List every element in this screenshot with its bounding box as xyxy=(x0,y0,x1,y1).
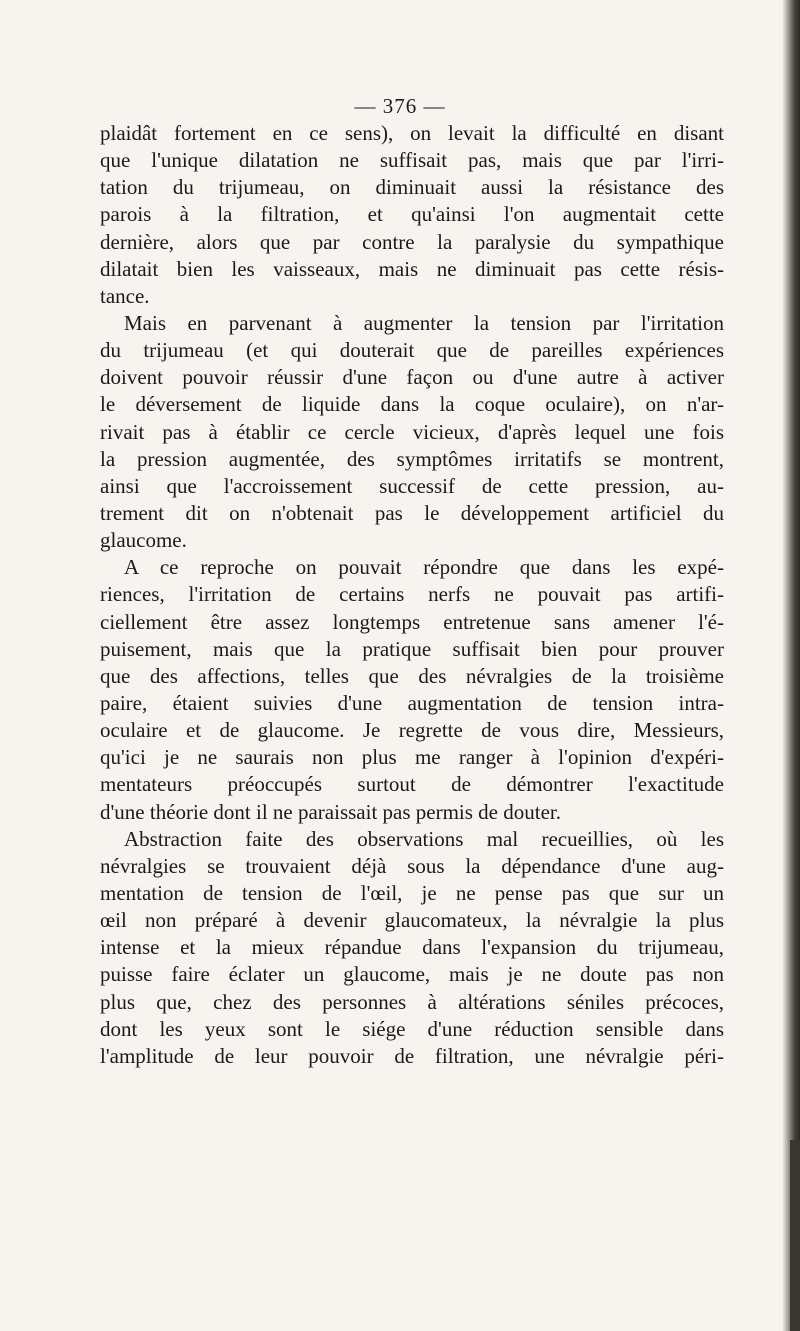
text-line: intense et la mieux répandue dans l'expansion du trijumeau, xyxy=(100,935,724,960)
text-line: qu'ici je ne saurais non plus me ranger à l'opinion d'expéri- xyxy=(100,745,724,770)
text-line: tation du trijumeau, on diminuait aussi la résistance des xyxy=(100,175,724,200)
text-line: dont les yeux sont le siége d'une réduction sensible dans xyxy=(100,1016,724,1041)
text-line: du trijumeau (et qui douterait que de pareilles expériences xyxy=(100,338,724,363)
text-line: Abstraction faite des observations mal recueillies, où les xyxy=(124,826,724,851)
text-line: d'une théorie dont il ne paraissait pas permis de douter. xyxy=(100,799,561,824)
text-line: mentation de tension de l'œil, je ne pense pas que sur un xyxy=(100,880,724,905)
text-line: puisse faire éclater un glaucome, mais je ne doute pas non xyxy=(100,962,724,987)
text-line: l'amplitude de leur pouvoir de filtration, une névralgie péri- xyxy=(100,1043,724,1068)
text-line: que l'unique dilatation ne suffisait pas, mais que par l'irri- xyxy=(100,148,724,173)
text-line: A ce reproche on pouvait répondre que dans les expé- xyxy=(124,555,724,580)
text-line: plaidât fortement en ce sens), on levait la difficulté en disant xyxy=(100,121,724,145)
text-line: doivent pouvoir réussir d'une façon ou d'une autre à activer xyxy=(100,365,724,390)
page-number: — 376 — xyxy=(354,94,446,118)
text-line: le déversement de liquide dans la coque oculaire), on n'ar- xyxy=(100,392,724,417)
text-line: que des affections, telles que des névralgies de la troisième xyxy=(100,663,724,688)
text-line: riences, l'irritation de certains nerfs ne pouvait pas artifi- xyxy=(100,582,724,607)
text-line: mentateurs préoccupés surtout de démontrer l'exactitude xyxy=(100,772,724,797)
text-line: oculaire et de glaucome. Je regrette de vous dire, Messieurs, xyxy=(100,718,724,743)
text-line: parois à la filtration, et qu'ainsi l'on augmentait cette xyxy=(100,202,724,227)
text-line: névralgies se trouvaient déjà sous la dépendance d'une aug- xyxy=(100,853,724,878)
text-line: tance. xyxy=(100,283,150,308)
text-line: Mais en parvenant à augmenter la tension par l'irritation xyxy=(124,310,724,335)
text-line: paire, étaient suivies d'une augmentation de tension intra- xyxy=(100,690,724,715)
text-line: œil non préparé à devenir glaucomateux, la névralgie la plus xyxy=(100,908,724,933)
text-line: puisement, mais que la pratique suffisait bien pour prouver xyxy=(100,636,724,661)
text-line: dernière, alors que par contre la paralysie du sympathique xyxy=(100,229,724,254)
body-text xyxy=(100,120,724,1070)
text-line: rivait pas à établir ce cercle vicieux, d'après lequel une fois xyxy=(100,419,724,444)
text-line: plus que, chez des personnes à altérations séniles précoces, xyxy=(100,989,724,1014)
text-line: glaucome. xyxy=(100,528,187,553)
text-line: trement dit on n'obtenait pas le développement artificiel du xyxy=(100,500,724,525)
scan-edge-dark xyxy=(790,1140,800,1331)
text-line: ciellement être assez longtemps entretenue sans amener l'é- xyxy=(100,609,724,634)
scan-edge-shadow xyxy=(782,0,800,1331)
text-line: dilatait bien les vaisseaux, mais ne diminuait pas cette résis- xyxy=(100,256,724,281)
text-line: ainsi que l'accroissement successif de cette pression, au- xyxy=(100,473,724,498)
text-line: la pression augmentée, des symptômes irritatifs se montrent, xyxy=(100,446,724,471)
